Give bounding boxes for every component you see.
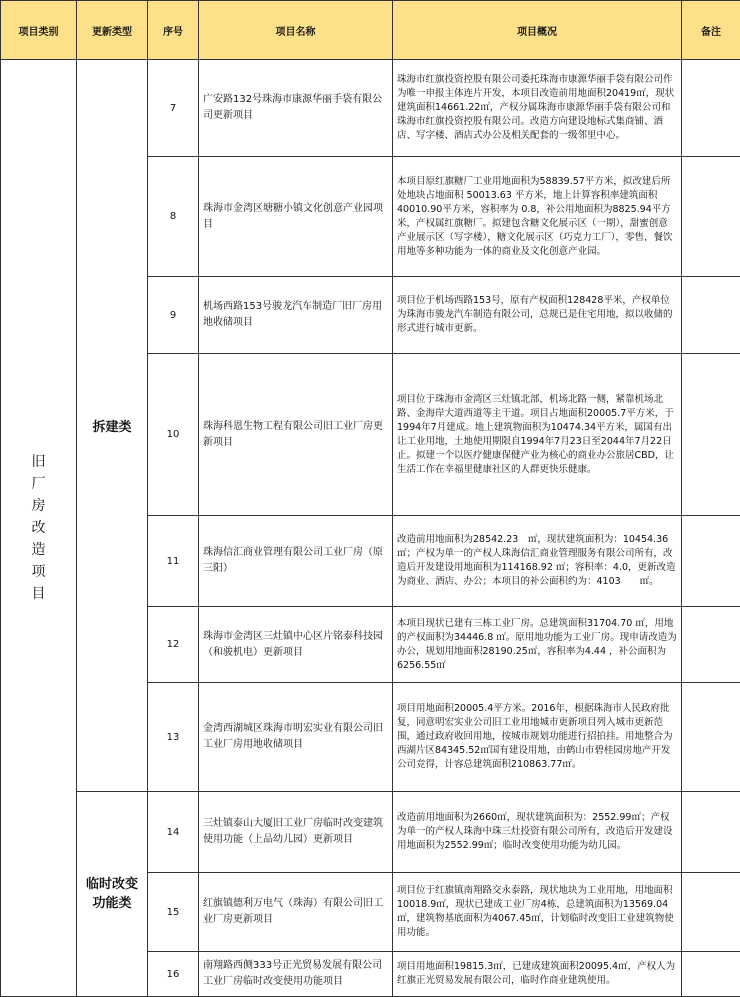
- row-project-overview: 项目位于红旗镇南翔路交永泰路，现状地块为工业用地，用地面积10018.9㎡，现状已建成工业厂房4栋，总建筑面积为13569.04㎡，建筑物基底面积为4067.45㎡，计划临时改变旧工业建筑物使用功能。: [393, 873, 682, 952]
- row-remark: [682, 516, 740, 607]
- row-project-name: 珠海信汇商业管理有限公司工业厂房（原三阳）: [199, 516, 393, 607]
- row-project-overview: 改造前用地面积为28542.23 ㎡，现状建筑面积为：10454.36 ㎡；产权为单一的产权人珠海信汇商业管理服务有限公司所有，改造后开发建设用地面积为114168.92 ㎡；容积率：4.0，更新改造为商业、酒店、办公；本项目的补公面积约为：4103 ㎡。: [393, 516, 682, 607]
- row-project-name: 珠海市金湾区塘糖小镇文化创意产业园项目: [199, 157, 393, 277]
- row-project-overview: 项目用地面积19815.3㎡，已建成建筑面积20095.4㎡，产权人为红旗正光贸易发展有限公司，临时作商业建筑使用。: [393, 952, 682, 997]
- update-type-temporary: [77, 792, 148, 997]
- row-project-overview: 本项目现状已建有三栋工业厂房。总建筑面积31704.70 ㎡，用地的产权面积为34446.8 ㎡。原用地功能为工业厂房。现申请改造为办公，规划用地面积28190.25㎡，容积率为4.44 ，补公面积为6256.55㎡: [393, 607, 682, 683]
- row-project-overview: 本项目原红旗糖厂工业用地面积为58839.57平方米，拟改建后所处地块占地面积 50013.63 平方米，地上计算容积率建筑面积40010.90平方米，容积率为 0.8，补公用地面积为8825.94平方米，产权属红旗糖厂。拟建包含糖文化展示区（一期），甜蜜创意产业展示区（写字楼），糖文化展示区（巧克力工厂），零售，餐饮用地等多种功能为一体的商业及文化创意产业园。: [393, 157, 682, 277]
- row-project-name: 珠海市金湾区三灶镇中心区片铭泰科技园（和骏机电）更新项目: [199, 607, 393, 683]
- row-project-overview: 珠海市红旗投资控股有限公司委托珠海市康源华丽手袋有限公司作为唯一申报主体连片开发，本项目改造前用地面积20419㎡，现状建筑面积14661.22㎡，产权分属珠海市康源华丽手袋有限公司和珠海市红旗投资控股有限公司。改造方向建设地标式集商铺、酒店、写字楼、酒店式办公及相关配套的一级邻里中心。: [393, 60, 682, 157]
- row-remark: [682, 873, 740, 952]
- header-update-type: 更新类型: [77, 1, 148, 60]
- table-row: [1, 792, 740, 873]
- row-project-name: 机场西路153号骏龙汽车制造厂旧厂房用地收储项目: [199, 277, 393, 354]
- update-type-demolish: 拆建类: [77, 60, 148, 792]
- category-label: 旧厂房改造项目: [31, 451, 47, 605]
- row-project-overview: 项目位于珠海市金湾区三灶镇北部，机场北路一侧，紧靠机场北路、金海岸大道西道等主干道。项目占地面积20005.7平方米，于1994年7月建成。地上建筑物面积为10474.34平方米，属国有出让工业用地，土地使用期限自1994年7月23日至2044年7月22日止。拟建一个以医疗健康保健产业为核心的商业办公旅居CBD，让生活工作在幸福里健康社区的人群更快乐健康。: [393, 354, 682, 516]
- row-remark: [682, 792, 740, 873]
- row-project-overview: 项目用地面积20005.4平方米。2016年，根据珠海市人民政府批复，同意明宏实业公司旧工业用地城市更新项目列入城市更新范围，通过政府收回用地，按城市规划功能进行招拍挂。用地整合为西湖片区84345.52㎡国有建设用地，由鹤山市碧桂园房地产开发公司竞得，计容总建筑面积210863.77㎡。: [393, 683, 682, 792]
- row-project-name: 广安路132号珠海市康源华丽手袋有限公司更新项目: [199, 60, 393, 157]
- header-project-name: 项目名称: [199, 1, 393, 60]
- header-seq: 序号: [148, 1, 199, 60]
- row-seq: 11: [148, 516, 199, 607]
- row-seq: 9: [148, 277, 199, 354]
- row-project-name: 金湾西湖城区珠海市明宏实业有限公司旧工业厂房用地收储项目: [199, 683, 393, 792]
- row-remark: [682, 60, 740, 157]
- update-type-temporary-label: 临时改变功能类: [86, 875, 138, 913]
- category-cell: [1, 60, 77, 997]
- table-row: [1, 60, 740, 157]
- row-seq: 16: [148, 952, 199, 997]
- row-project-name: 红旗镇德利万电气（珠海）有限公司旧工业厂房更新项目: [199, 873, 393, 952]
- row-project-overview: 项目位于机场西路153号，原有产权面积128428平米，产权单位为珠海市骏龙汽车制造有限公司，总规已是住宅用地，拟以收储的形式进行城市更新。: [393, 277, 682, 354]
- row-remark: [682, 683, 740, 792]
- row-seq: 12: [148, 607, 199, 683]
- row-seq: 15: [148, 873, 199, 952]
- header-category: 项目类别: [1, 1, 77, 60]
- row-remark: [682, 277, 740, 354]
- header-project-overview: 项目概况: [393, 1, 682, 60]
- row-remark: [682, 952, 740, 997]
- row-seq: 10: [148, 354, 199, 516]
- row-seq: 13: [148, 683, 199, 792]
- header-remark: 备注: [682, 1, 740, 60]
- row-seq: 8: [148, 157, 199, 277]
- row-remark: [682, 607, 740, 683]
- row-project-name: 珠海科恩生物工程有限公司旧工业厂房更新项目: [199, 354, 393, 516]
- row-seq: 14: [148, 792, 199, 873]
- row-project-overview: 改造前用地面积为2660㎡，现状建筑面积为：2552.99㎡；产权为单一的产权人珠海中珠三灶投资有限公司所有，改造后开发建设用地面积为2552.99㎡；临时改变使用功能为幼儿园。: [393, 792, 682, 873]
- row-project-name: 南翔路西侧333号正光贸易发展有限公司工业厂房临时改变使用功能项目: [199, 952, 393, 997]
- row-seq: 7: [148, 60, 199, 157]
- row-remark: [682, 157, 740, 277]
- row-remark: [682, 354, 740, 516]
- table-header-row: [1, 1, 740, 60]
- row-project-name: 三灶镇泰山大厦旧工业厂房临时改变建筑使用功能（上品幼儿园）更新项目: [199, 792, 393, 873]
